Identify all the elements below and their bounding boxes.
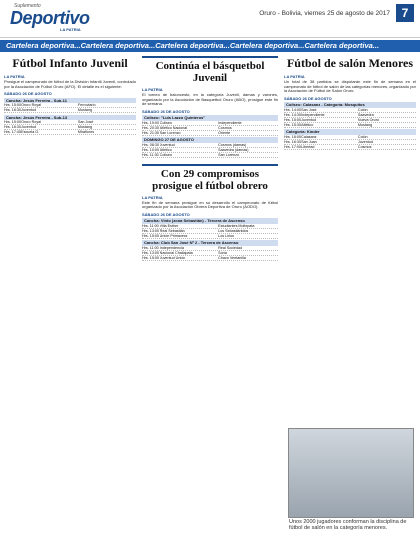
supplement-logo: Deportivo — [10, 8, 90, 28]
match-time: Hrs. 17:00 — [284, 144, 302, 149]
source-label: LA PATRIA — [142, 194, 163, 200]
fixture-row — [4, 130, 136, 135]
away-team: Chavo Ventanilla — [218, 255, 246, 260]
column-infanto-juvenil — [4, 54, 136, 544]
match-time: Hrs. 15:00 — [4, 120, 22, 125]
away-team: Independiente — [218, 120, 242, 125]
fixture-row — [284, 145, 416, 150]
away-team: Saavedra — [357, 112, 374, 117]
match-time: Hrs. 19:00 — [142, 120, 160, 125]
schedule-group-header: Categoría: Kínder — [284, 129, 416, 135]
logo-subtitle: LA PATRIA — [60, 27, 81, 32]
away-team: San Lorenzo — [218, 152, 240, 157]
date-heading: SÁBADO 26 DE AGOSTO — [142, 211, 190, 217]
away-team: Nueva Oruro — [357, 117, 380, 122]
home-team: Atlético Nacional — [159, 125, 188, 130]
away-team: Estudiantes Mollepata — [218, 223, 255, 228]
page-number: 7 — [396, 4, 414, 22]
schedule-group-header: Cancha: Vinto (zona Sebastián) - Tercera de Ascenso — [142, 218, 278, 224]
match-time: Hrs. 11:00 — [142, 223, 159, 228]
fixture-row — [4, 108, 136, 113]
intro-text: Prosigue el campeonato de fútbol de la División Infantil Juvenil, controlado por la Asociación de Fútbol Oruro (AFO). El detalle es el siguiente: — [4, 79, 136, 89]
home-team: Juventud — [21, 125, 37, 130]
away-team: Cosmos (damas) — [218, 142, 247, 147]
match-time: Hrs. 21:30 — [142, 130, 160, 135]
home-team: Juventud — [21, 108, 37, 113]
home-team: San Lorenzo — [159, 130, 181, 135]
match-time: Hrs. 11:00 — [142, 245, 159, 250]
schedule-group-header: Cancha: Club San José Nº 2 - Tercera de Ascenso — [142, 240, 278, 246]
away-team: Oriente — [218, 130, 231, 135]
match-time: Hrs. 15:00 — [142, 233, 160, 238]
away-team: Miraflores — [77, 130, 95, 135]
match-time: Hrs. 16:30 — [284, 139, 302, 144]
photo-caption: Unos 2000 jugadores conforman la disciplina de fútbol de salón en la categoría menores. — [289, 519, 407, 531]
intro-text: Este fin de semana prosigue en su desarrollo el campeonato de fútbol organizado por la Asociación Obrera Deportiva de Oruro (AODO). — [142, 199, 278, 210]
home-team: Independencia — [159, 245, 184, 250]
home-team: Unión Primavera — [159, 233, 188, 238]
fixture-row — [142, 256, 278, 261]
home-team: Oruro Royal — [21, 103, 42, 108]
home-team: Juventud Unión — [159, 255, 186, 260]
match-time: Hrs. 16:30 — [4, 108, 22, 113]
fixture-row — [284, 123, 416, 128]
match-time: Hrs. 08:30 — [142, 142, 160, 147]
intro-text: El torneo de baloncesto, en la categoría Juvenil, damas y varones, organizado por la Asociación de Basquetbol Oruro (ABO), prosigue este fin de semana. — [142, 92, 278, 107]
logo-superscript: Suplemento — [14, 3, 41, 9]
match-time: Hrs. 20:30 — [142, 125, 160, 130]
column-center — [142, 54, 278, 544]
away-team: Juventud — [357, 139, 373, 144]
away-team: Colón — [357, 107, 368, 112]
match-time: Hrs. 15:00 — [284, 117, 302, 122]
away-team: San José — [77, 120, 94, 125]
home-team: Juventud — [159, 142, 175, 147]
home-team: Coliseo — [159, 152, 172, 157]
match-time: Hrs. 15:30 — [284, 122, 302, 127]
away-team: Real Sociedad — [218, 245, 243, 250]
away-team: Ferroviario — [77, 103, 96, 108]
match-time: Hrs. 13:00 — [142, 228, 160, 233]
home-team: Nacional Challapata — [159, 250, 193, 255]
away-team: Los Sebastiánidos — [218, 228, 249, 233]
source-label: LA PATRIA — [142, 87, 163, 92]
intro-text: Un total de 38 partidos se disputarán este fin de semana en el campeonato de fútbol de salón de las categorías menores, organizado por la Asociación de Fútbol de Salón Oruro. — [284, 79, 416, 94]
schedule-group-header: Coliseo: "Luis Lazzo Quinteros" — [142, 115, 278, 121]
home-team: San Juan — [301, 139, 317, 144]
dateline: Oruro - Bolivia, viernes 25 de agosto de 2017 — [259, 10, 390, 17]
away-team: Cosmos — [218, 125, 232, 130]
schedule-group-header: Coliseo: Calasanz - Categoría: Mosquitos — [284, 102, 416, 108]
workers-football-title: Con 29 compromisos prosigue el fútbol obrero — [142, 164, 278, 192]
match-time: Hrs. 17:45 — [4, 130, 22, 135]
match-time: Hrs. 10:00 — [142, 147, 160, 152]
basketball-title: Continúa el básquetbol Juvenil — [142, 56, 278, 84]
away-team: Mustang — [357, 122, 373, 127]
team-photo — [288, 428, 414, 531]
schedule-group-header: DOMINGO 27 DE AGOSTO — [142, 137, 278, 143]
fixture-row — [142, 153, 278, 158]
home-team: Oruro Royal — [21, 120, 42, 125]
match-time: Hrs. 15:00 — [4, 103, 22, 108]
away-team: Mustang — [77, 108, 93, 113]
away-team: Colón — [357, 134, 368, 139]
home-team: Villa Esther — [159, 223, 179, 228]
home-team: Real Sebastián — [159, 228, 185, 233]
home-team: San José — [301, 107, 317, 112]
home-team: Libertad — [301, 144, 315, 149]
home-team: Calasanz — [301, 134, 317, 139]
home-team: Atlético — [301, 122, 314, 127]
date-heading: SÁBADO 26 DE AGOSTO — [284, 95, 332, 101]
match-time: Hrs. 11:30 — [142, 152, 159, 157]
source-label: LA PATRIA — [4, 74, 25, 79]
match-time: Hrs. 16:30 — [4, 125, 22, 130]
page-header — [0, 0, 420, 38]
home-team: Juventud — [301, 117, 317, 122]
column-title: Fútbol Infanto Juvenil — [12, 56, 128, 70]
match-time: Hrs. 13:00 — [142, 250, 160, 255]
away-team: Soria — [218, 250, 227, 255]
section-banner: Cartelera deportiva...Cartelera deportiva...Cartelera deportiva...Cartelera deportiva...Cartelera deportiva... — [0, 40, 420, 52]
home-team: Escuela O. — [21, 130, 40, 135]
away-team: Los Lirios — [218, 233, 234, 238]
match-time: Hrs. 15:00 — [142, 255, 160, 260]
home-team: Independiente — [301, 112, 325, 117]
match-time: Hrs. 16:00 — [284, 134, 302, 139]
source-label: LA PATRIA — [284, 74, 305, 79]
away-team: Cosmos — [357, 144, 372, 149]
home-team: Atlético — [159, 147, 172, 152]
fixture-row — [142, 234, 278, 239]
match-time: Hrs. 14:00 — [284, 107, 302, 112]
away-team: Saavedra (damas) — [218, 147, 249, 152]
fixture-row — [142, 131, 278, 136]
date-heading: SÁBADO 26 DE AGOSTO — [142, 108, 190, 114]
column-title: Fútbol de salón Menores — [286, 56, 414, 70]
away-team: Mustang — [77, 125, 93, 130]
date-heading: SÁBADO 26 DE AGOSTO — [4, 91, 52, 97]
match-time: Hrs. 14:30 — [284, 112, 302, 117]
home-team: Coliseo — [159, 120, 172, 125]
schedule-group-header: Cancha: Jesús Ferreira - Sub-11 — [4, 98, 136, 104]
schedule-group-header: Cancha: Jesús Ferreira - Sub-13 — [4, 115, 136, 121]
